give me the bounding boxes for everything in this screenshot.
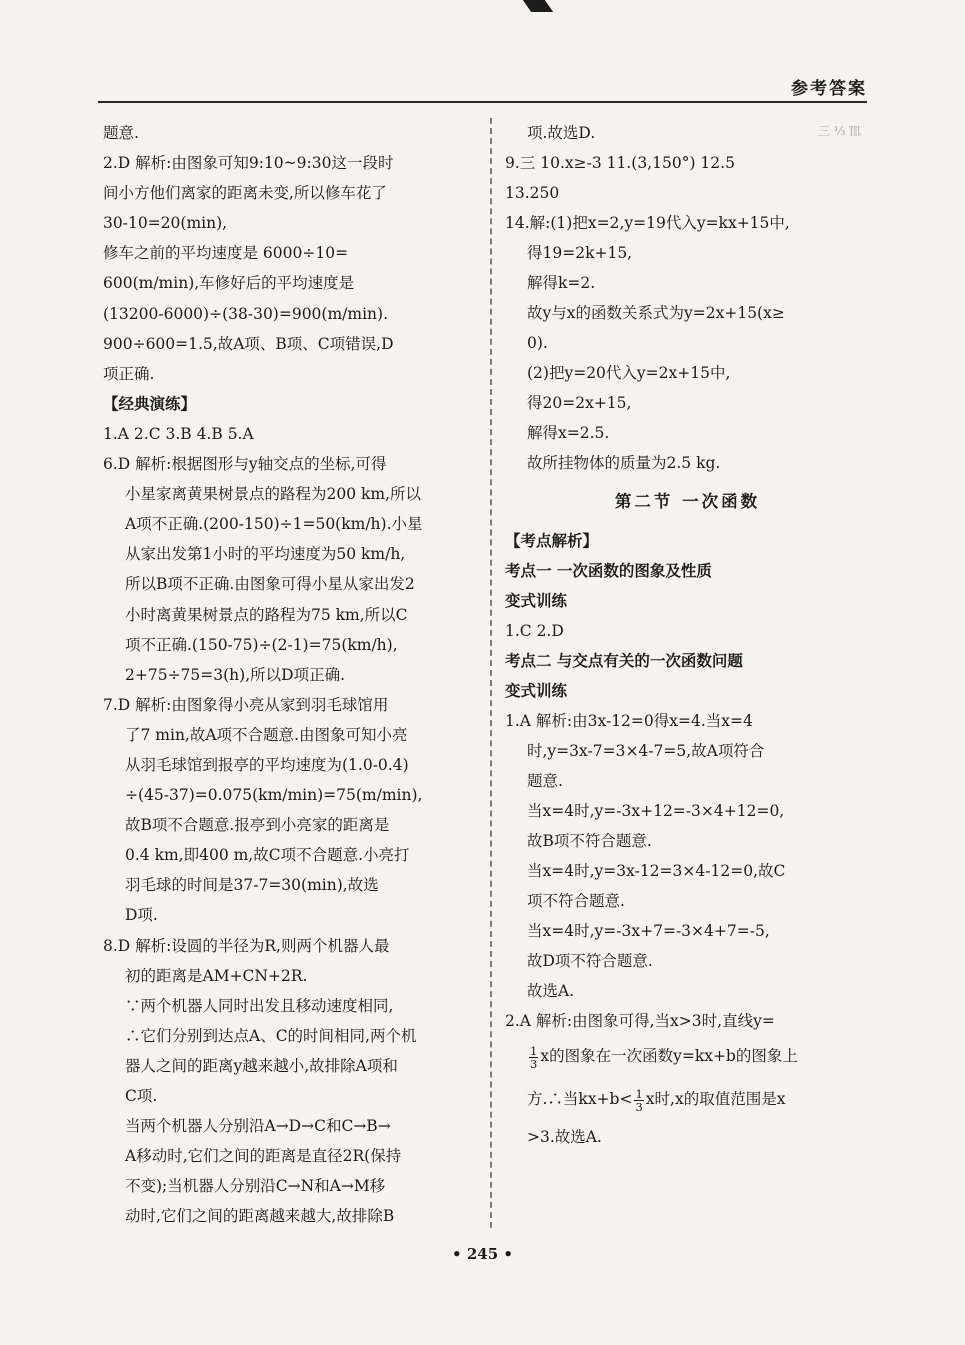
text-line: 14.解:(1)把x=2,y=19代入y=kx+15中, xyxy=(505,214,790,232)
text-line: 器人之间的距离y越来越小,故排除A项和 xyxy=(125,1056,398,1075)
text-line: 故所挂物体的质量为2.5 kg. xyxy=(527,454,721,472)
text-line: 得20=2x+15, xyxy=(527,394,632,412)
text-line: 1.A 解析:由3x-12=0得x=4.当x=4 xyxy=(505,712,753,730)
fraction-denominator: 3 xyxy=(530,1056,538,1071)
topic-heading: 考点二 与交点有关的一次函数问题 xyxy=(505,651,743,670)
text-line: 间小方他们离家的距离未变,所以修车花了 xyxy=(103,184,387,203)
text-line: (13200-6000)÷(38-30)=900(m/min). xyxy=(103,304,389,323)
fraction xyxy=(634,1088,643,1113)
subheading: 变式训练 xyxy=(505,591,568,610)
text-line: 900÷600=1.5,故A项、B项、C项错误,D xyxy=(103,334,394,353)
text-line: 项正确. xyxy=(103,364,155,383)
text-line: ÷(45-37)=0.075(km/min)=75(m/min), xyxy=(125,786,423,805)
topic-heading: 考点一 一次函数的图象及性质 xyxy=(505,561,712,580)
fraction xyxy=(529,1045,538,1070)
fraction-line-text: 方.∴当kx+b< xyxy=(527,1090,633,1108)
text-line: 2+75÷75=3(h),所以D项正确. xyxy=(125,665,345,684)
text-line: 修车之前的平均速度是 6000÷10= xyxy=(103,244,349,263)
text-line: 13.250 xyxy=(505,184,560,202)
subheading: 变式训练 xyxy=(505,681,568,700)
text-line: 600(m/min),车修好后的平均速度是 xyxy=(103,274,355,293)
text-line: 故D项不符合题意. xyxy=(527,952,653,970)
text-line: 当x=4时,y=-3x+7=-3×4+7=-5, xyxy=(527,922,770,940)
text-line: 项不符合题意. xyxy=(527,892,625,910)
text-line: 1.C 2.D xyxy=(505,622,564,640)
fraction-line-text: x时,x的取值范围是x xyxy=(645,1090,786,1108)
text-line: A移动时,它们之间的距离是直径2R(保持 xyxy=(125,1147,402,1166)
page-header-title: 参考答案 xyxy=(791,79,867,99)
right-column xyxy=(505,118,870,1152)
text-line: 0.4 km,即400 m,故C项不合题意.小亮打 xyxy=(125,846,410,865)
section-title: 第二节 一次函数 xyxy=(614,492,761,511)
fraction-line-text: x的图象在一次函数y=kx+b的图象上 xyxy=(540,1047,798,1065)
text-line: 2.D 解析:由图象可知9:10~9:30这一段时 xyxy=(103,154,394,173)
fraction-numerator: 1 xyxy=(635,1086,643,1101)
text-line: 题意. xyxy=(527,772,563,790)
text-line: ∴它们分别到达点A、C的时间相同,两个机 xyxy=(125,1026,417,1045)
text-line: 解得k=2. xyxy=(527,274,596,292)
text-line: 小时离黄果树景点的路程为75 km,所以C xyxy=(125,605,408,624)
text-line: D项. xyxy=(125,906,158,925)
text-line: 1.A 2.C 3.B 4.B 5.A xyxy=(103,424,254,443)
text-line: C项. xyxy=(125,1087,158,1105)
text-line: 从家出发第1小时的平均速度为50 km/h, xyxy=(125,545,406,564)
scan-mark xyxy=(523,0,553,12)
text-line: 8.D 解析:设圆的半径为R,则两个机器人最 xyxy=(103,936,390,955)
text-line: 解得x=2.5. xyxy=(527,424,610,442)
text-line: 当x=4时,y=-3x+12=-3×4+12=0, xyxy=(527,802,785,820)
column-divider xyxy=(490,118,492,1228)
text-line: 项不正确.(150-75)÷(2-1)=75(km/h), xyxy=(125,635,398,654)
text-line: 6.D 解析:根据图形与y轴交点的坐标,可得 xyxy=(103,455,387,474)
text-line: >3.故选A. xyxy=(527,1128,602,1146)
text-line: 故y与x的函数关系式为y=2x+15(x≥ xyxy=(527,304,785,322)
section-heading: 【经典演练】 xyxy=(103,393,197,413)
text-line: 得19=2k+15, xyxy=(527,244,633,262)
text-line: 从羽毛球馆到报亭的平均速度为(1.0-0.4) xyxy=(125,755,409,774)
header-rule xyxy=(98,101,867,103)
text-line: 7.D 解析:由图象得小亮从家到羽毛球馆用 xyxy=(103,695,389,714)
text-line: 了7 min,故A项不合题意.由图象可知小亮 xyxy=(125,725,408,744)
text-line: 故B项不合题意.报亭到小亮家的距离是 xyxy=(125,816,390,835)
text-line: 羽毛球的时间是37-7=30(min),故选 xyxy=(125,876,379,895)
text-line: 当两个机器人分别沿A→D→C和C→B→ xyxy=(125,1117,391,1136)
text-line: 项.故选D. xyxy=(527,124,596,142)
text-line: 所以B项不正确.由图象可得小星从家出发2 xyxy=(125,575,415,594)
text-line: 小星家离黄果树景点的路程为200 km,所以 xyxy=(125,485,422,504)
text-line: (2)把y=20代入y=2x+15中, xyxy=(527,364,731,382)
fraction-line xyxy=(505,1076,870,1122)
fraction-line xyxy=(505,1036,870,1076)
text-line: 动时,它们之间的距离越来越大,故排除B xyxy=(125,1207,395,1226)
fraction-numerator: 1 xyxy=(530,1043,538,1058)
text-line: A项不正确.(200-150)÷1=50(km/h).小星 xyxy=(125,515,423,534)
text-line: 题意. xyxy=(103,124,139,142)
text-line: 初的距离是AM+CN+2R. xyxy=(125,966,308,985)
text-line: 2.A 解析:由图象可得,当x>3时,直线y= xyxy=(505,1012,775,1030)
text-line: 0). xyxy=(527,334,548,352)
left-column xyxy=(103,118,473,1231)
text-line: 9.三 10.x≥-3 11.(3,150°) 12.5 xyxy=(505,154,735,172)
text-line: 30-10=20(min), xyxy=(103,214,228,233)
section-heading: 【考点解析】 xyxy=(505,531,599,550)
text-line: 故选A. xyxy=(527,982,575,1000)
text-line: 时,y=3x-7=3×4-7=5,故A项符合 xyxy=(527,742,765,760)
text-line: 当x=4时,y=3x-12=3×4-12=0,故C xyxy=(527,862,786,880)
text-line: 故B项不符合题意. xyxy=(527,832,652,850)
text-line: ∵两个机器人同时出发且移动速度相同, xyxy=(125,996,394,1015)
page-number: • 245 • xyxy=(452,1245,513,1263)
fraction-denominator: 3 xyxy=(635,1099,643,1114)
text-line: 不变);当机器人分别沿C→N和A→M移 xyxy=(125,1177,386,1196)
faint-handwritten-note: 三 ⅓ ℡ xyxy=(818,124,862,138)
